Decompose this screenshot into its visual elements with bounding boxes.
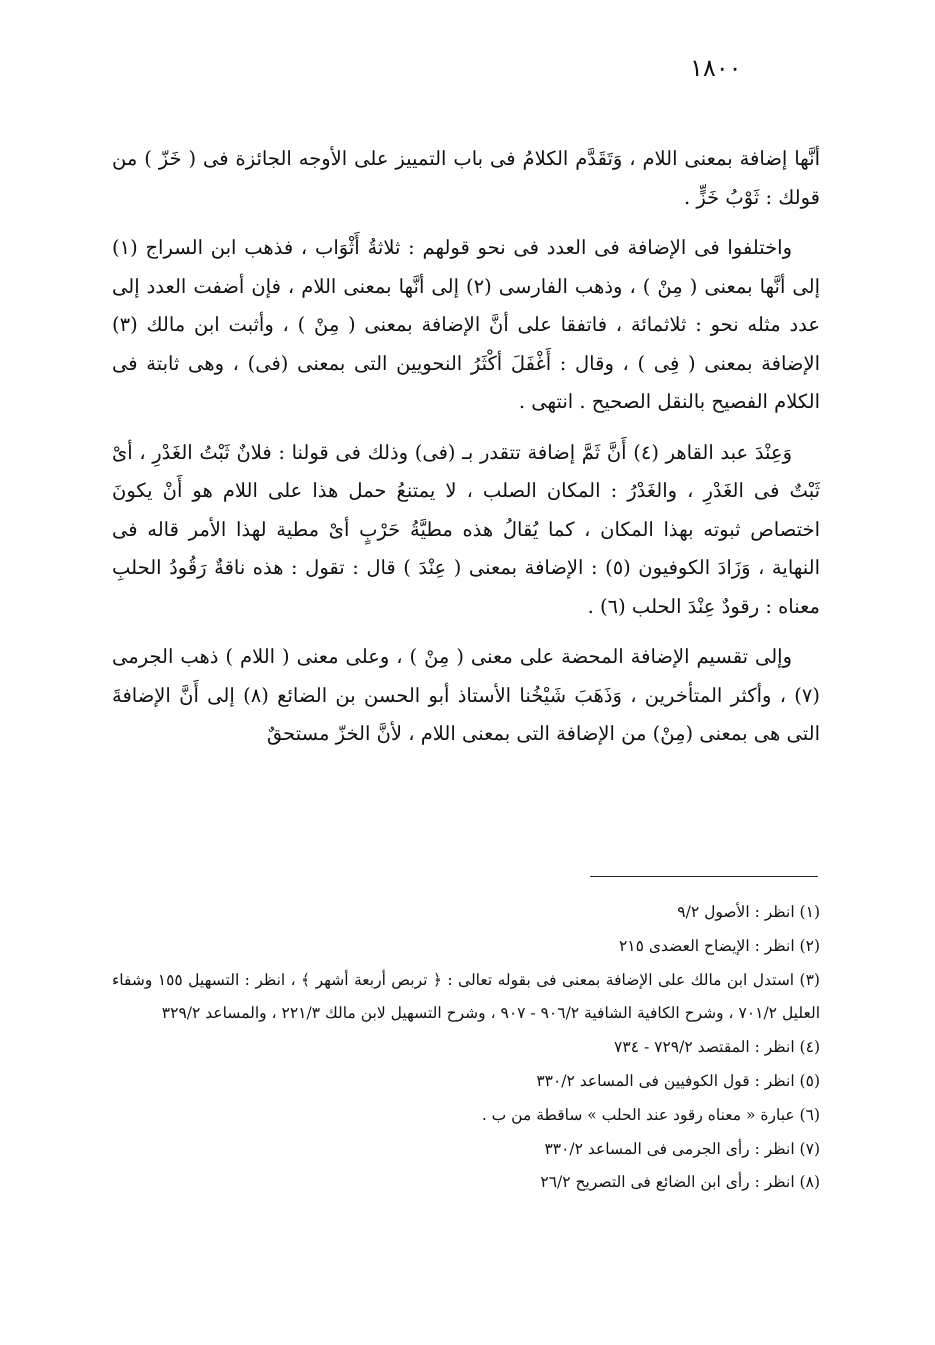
footnotes	[112, 896, 820, 1200]
paragraph: أنَّها إضافة بمعنى اللام ، وَتَقَدَّم الكلامُ فى باب التمييز على الأوجه الجائزة فى ( خَزّ ) من قولك : ثَوْبُ خَزٍّ .	[112, 147, 820, 209]
footnote: (٢) انظر : الإيضاح العضدى ٢١٥	[618, 936, 820, 955]
paragraph: وإلى تقسيم الإضافة المحضة على معنى ( مِنْ ) ، وعلى معنى ( اللام ) ذهب الجرمى (٧) ، وأكثر المتأخرين ، وَذَهَبَ شَيْخُنا الأستاذ أبو الحسن بن الضائع (٨) إلى أَنَّ الإضافةَ التى هى بمعنى (مِنْ) من الإضافة التى بمعنى اللام ، لأنَّ الخزّ مستحقٌ	[112, 645, 821, 745]
footnote: (٨) انظر : رأى ابن الضائع فى التصريح ٢٦/٢	[540, 1173, 820, 1192]
footnote: (٣) استدل ابن مالك على الإضافة بمعنى فى بقوله تعالى : ﴿ تربص أربعة أشهر ﴾ ، انظر : التسهيل ١٥٥ وشفاء العليل ٧٠١/٢ ، وشرح الكافية الشافية ٩٠٦/٢ - ٩٠٧ ، وشرح التسهيل لابن مالك ٢٢١/٣ ، والمساعد ٣٢٩/٢	[112, 970, 820, 1023]
page-number: ١٨٠٠	[690, 54, 742, 82]
footnote: (٥) انظر : قول الكوفيين فى المساعد ٣٣٠/٢	[536, 1071, 820, 1090]
footnote: (٤) انظر : المقتصد ٧٢٩/٢ - ٧٣٤	[614, 1038, 820, 1057]
footnote: (٧) انظر : رأى الجرمى فى المساعد ٣٣٠/٢	[544, 1139, 820, 1158]
main-text	[112, 140, 820, 766]
footnote-divider	[590, 876, 818, 877]
paragraph: وَعِنْدَ عبد القاهر (٤) أَنَّ ثَمَّ إضافة تتقدر بـ (فى) وذلك فى قولنا : فلانٌ ثَبْتُ الغَدْرِ ، أىْ ثَبْتٌ فى الغَدْرِ ، والغَدْرُ : المكان الصلب ، لا يمتنعُ حمل هذا على اللام هو أَنْ يكونَ اختصاص ثبوته بهذا المكان ، كما يُقالُ هذه مطيَّةُ حَرْبٍ أىْ مطية لهذا الأمر قاله فى النهاية ، وَزَادَ الكوفيون (٥) : الإضافة بمعنى ( عِنْدَ ) قال : تقول : هذه ناقةٌ رَقُودُ الحلبِ معناه : رقودٌ عِنْدَ الحلب (٦) .	[112, 440, 820, 618]
footnote: (٦) عبارة « معناه رقود عند الحلب » ساقطة من ب .	[481, 1105, 820, 1124]
paragraph: واختلفوا فى الإضافة فى العدد فى نحو قولهم : ثلاثةُ أَثْوَاب ، فذهب ابن السراج (١) إلى أنَّها بمعنى ( مِنْ ) ، وذهب الفارسى (٢) إلى أنَّها بمعنى اللام ، فإن أضفت العدد إلى عدد مثله نحو : ثلاثمائة ، فاتفقا على أنَّ الإضافة بمعنى ( مِنْ ) ، وأثبت ابن مالك (٣) الإضافة بمعنى ( فِى ) ، وقال : أَغْفَلَ أكْثَرُ النحويين التى بمعنى (فى) ، وهى ثابتة فى الكلام الفصيح بالنقل الصحيح . انتهى .	[112, 236, 820, 413]
footnote: (١) انظر : الأصول ٩/٢	[677, 903, 820, 921]
